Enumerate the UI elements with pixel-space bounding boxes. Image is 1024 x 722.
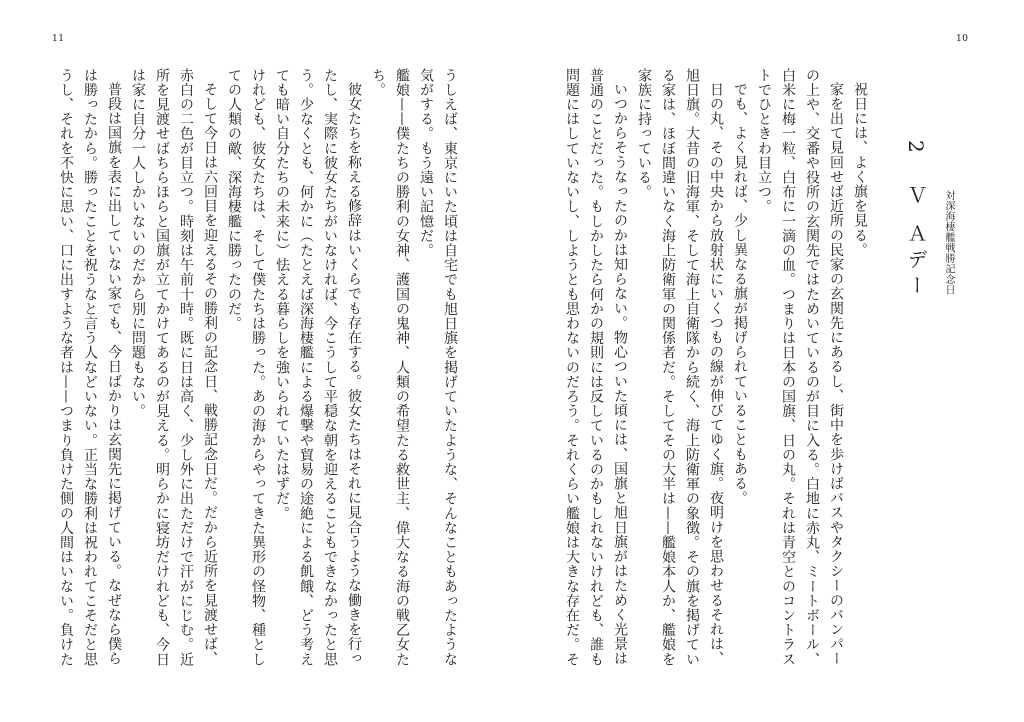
chapter-title: 2 Ｖ Ａデー: [904, 140, 928, 302]
paragraph: 家を出て見回せば近所の民家の玄関先にあるし、街中を歩けばバスやタクシーのバンパーの上や、交番や役所の玄関先ではためいているのが目に入る。白地に赤丸、ミートボール、白米に梅一粒、白布に一滴の血。つまりは日本の国旗、日の丸。それは青空とのコントラストでひときわ目立つ。: [756, 68, 844, 667]
paragraph: 祝日には、よく旗を見る。: [852, 82, 868, 258]
paragraph: 彼女たちを称える修辞はいくらでも存在する。彼女たちはそれに見合うような働きを行ったし、実際に彼女たちがいなければ、今こうして平穏な朝を迎えることもできなかったと思う。少なくとも、何かに（たとえば深海棲艦による爆撃や貿易の途絶による飢餓、どう考えても暗い自分たちの未来に）怯える暮らしを強いられていたはずだ。: [274, 68, 362, 667]
paragraph: そして今日は六回目を迎えるその勝利の記念日、戦勝記念日だ。だから近所を見渡せば、赤白の二色が目立つ。時刻は午前十時。既に日は高く、少し外に出ただけで汗がにじむ。近所を見渡せばちらほらと国旗が立てかけてあるのが見える。明らかに寝坊だけれども、今日は家に自分一人しかいないのだから別に問題もない。: [130, 68, 218, 667]
right-page-body: [564, 68, 872, 680]
right-page: [512, 0, 1024, 722]
paragraph: うしえば、東京にいた頃は自宅でも旭日旗を掲げていたような、そんなこともあったような気がする。もう遠い記憶だ。: [418, 68, 458, 667]
page-number-right: 10: [956, 34, 969, 44]
paragraph: けれども、彼女たちは、そして僕たちは勝った。あの海からやってきた異形の怪物、種としての人類の敵、深海棲艦に勝ったのだ。: [226, 68, 266, 667]
chapter-subtitle: 対深海棲艦戦勝記念日: [943, 190, 954, 295]
paragraph: でも、よく見れば、少し異なる旗が掲げられていることもある。: [732, 82, 748, 506]
left-page-body: [50, 68, 462, 680]
paragraph: 普段は国旗を表に出していない家でも、今日ばかりは玄関先に掲げている。なぜなら僕らは勝ったから。勝ったことを祝うなと言う人などいない。正当な勝利は祝われてこそだと思うし、それを不快に思い、口に出すような者は——つまり負けた側の人間はいない。負けた: [58, 68, 122, 667]
paragraph: 日の丸、その中央から放射状にいくつもの線が伸びてゆく旗。夜明けを思わせるそれは、旭日旗。大昔の旧海軍、そして海上自衛隊から続く、海上防衛軍の象徴。その旗を掲げている家は、ほぼ間違いなく海上防衛軍の関係者だ。そしてその大半は——艦娘本人か、艦娘を家族に持っている。: [636, 68, 724, 667]
chapter-heading: [882, 140, 962, 330]
paragraph: 艦娘——僕たちの勝利の女神、護国の鬼神、人類の希望たる救世主、偉大なる海の戦乙女たち。: [370, 68, 410, 667]
paragraph: いつからそうなったのかは知らない。物心ついた頃には、国旗と旭日旗がはためく光景は普通のことだった。もしかしたら何かの規則には反しているのかもしれないけれども、誰も問題にはしていないし、しようとも思わないのだろう。それくらい艦娘は大きな存在だ。そ: [564, 68, 628, 667]
page-number-left: 11: [52, 34, 65, 44]
